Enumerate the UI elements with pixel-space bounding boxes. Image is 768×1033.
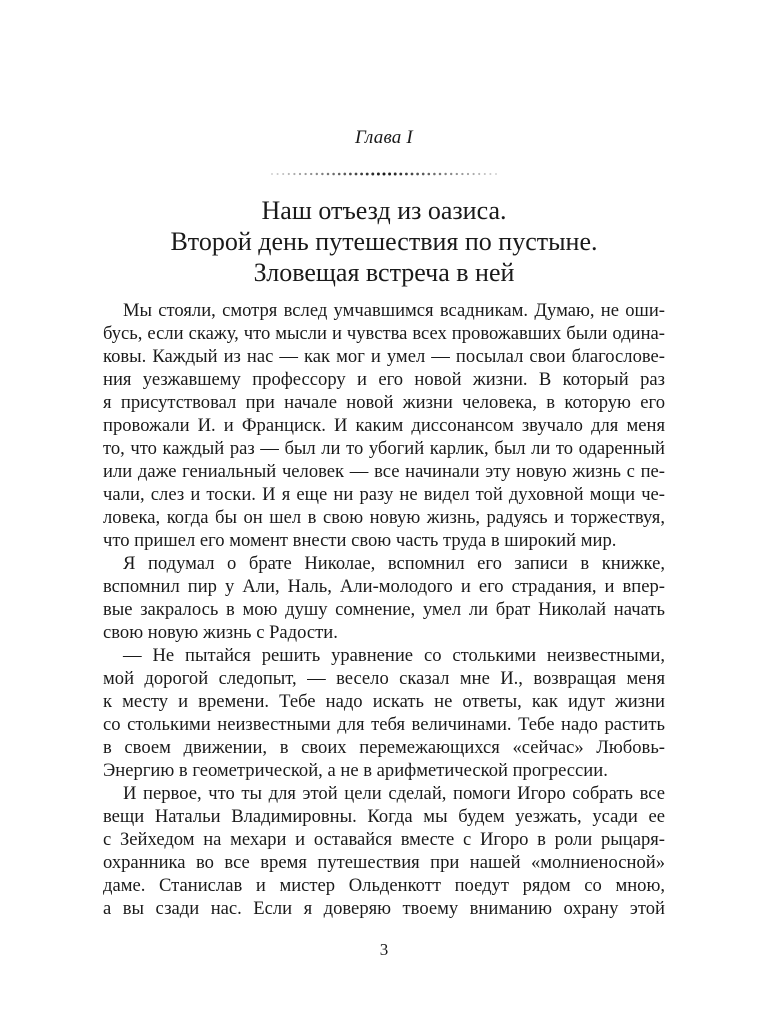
text-line: чали, слез и тоски. И я еще ни разу не видел той духовной мощи че- <box>103 484 665 505</box>
ornament-dot <box>293 173 295 175</box>
text-line: ния уезжавшему профессору и его новой жизни. В который раз <box>103 369 665 390</box>
ornament-dot <box>332 173 335 176</box>
ornament-dot <box>271 173 273 175</box>
text-line: Энергию в геометрической, а не в арифметической прогрессии. <box>103 760 608 781</box>
ornament-dot <box>360 173 363 176</box>
ornament-dot <box>478 173 480 175</box>
ornament-dot <box>343 173 346 176</box>
text-line: свою новую жизнь с Радости. <box>103 622 338 643</box>
chapter-title <box>0 195 768 288</box>
page-number: 3 <box>379 940 389 959</box>
ornament-dot <box>484 173 486 175</box>
text-line: бусь, если скажу, что мысли и чувства всех провожавших были одина- <box>103 323 665 344</box>
text-line: а вы сзади нас. Если я доверяю твоему вниманию охрану этой <box>103 898 665 919</box>
text-line: И первое, что ты для этой цели сделай, помоги Игоро собрать все <box>123 783 665 804</box>
ornament-divider <box>0 168 768 180</box>
ornament-dot <box>355 173 358 176</box>
body-text <box>103 299 665 920</box>
text-line: вспомнил пир у Али, Наль, Али-молодого и его страдания, и впер- <box>103 576 665 597</box>
text-line: вые закралось в мою душу сомнение, умел ли брат Николай начать <box>103 599 665 620</box>
chapter-title-line: Наш отъезд из оазиса. <box>261 196 507 225</box>
ornament-dot <box>377 173 380 176</box>
ornament-dot <box>433 173 436 176</box>
text-line: что пришел его момент внести свою часть труда в широкий мир. <box>103 530 617 551</box>
text-line: даме. Станислав и мистер Ольденкотт поедут рядом со мною, <box>103 875 665 896</box>
ornament-dot <box>428 173 431 176</box>
ornament-dot <box>422 173 425 176</box>
ornament-dot <box>439 173 442 176</box>
text-line: Я подумал о брате Николае, вспомнил его записи в книжке, <box>123 553 665 574</box>
chapter-title-line: Зловещая встреча в ней <box>253 258 515 287</box>
text-line: — Не пытайся решить уравнение со столькими неизвестными, <box>123 645 665 666</box>
ornament-dot <box>338 173 341 176</box>
ornament-dot <box>461 173 463 175</box>
text-line: вещи Натальи Владимировны. Когда мы будем уезжать, усади ее <box>103 806 665 827</box>
ornament-dot <box>405 173 408 176</box>
text-line: мой дорогой следопыт, — весело сказал мне И., возвращая меня <box>103 668 665 689</box>
ornament-dot <box>399 173 402 176</box>
ornament-dot <box>321 173 323 175</box>
text-line: или даже гениальный человек — все начинали эту новую жизнь с пе- <box>103 461 665 482</box>
text-line: со столькими неизвестными для тебя величинами. Тебе надо растить <box>103 714 665 735</box>
ornament-dot <box>467 173 469 175</box>
ornament-dot <box>495 173 497 175</box>
ornament-dot <box>450 173 452 175</box>
ornament-dot <box>366 173 369 176</box>
ornament-dot <box>349 173 352 176</box>
text-line: то, что каждый раз — был ли то убогий карлик, был ли то одаренный <box>103 438 665 459</box>
ornament-dot <box>489 173 491 175</box>
ornament-dot <box>383 173 386 176</box>
ornament-dot <box>327 173 330 176</box>
ornament-dot <box>444 173 446 175</box>
ornament-dot <box>473 173 475 175</box>
text-line: в своем движении, в своих перемежающихся «сейчас» Любовь- <box>103 737 665 758</box>
text-line: с Зейхедом на мехари и оставайся вместе с Игоро в роли рыцаря- <box>103 829 665 850</box>
text-line: провожали И. и Франциск. И каким диссонансом звучало для меня <box>103 415 665 436</box>
ornament-dot <box>394 173 397 176</box>
ornament-dot <box>411 173 414 176</box>
ornament-dot <box>416 173 419 176</box>
text-line: ловека, когда бы он шел в свою новую жизнь, радуясь и торжествуя, <box>103 507 665 528</box>
ornament-dot <box>388 173 391 176</box>
text-line: к месту и времени. Тебе надо искать не ответы, как идут жизни <box>103 691 665 712</box>
text-line: ковы. Каждый из нас — как мог и умел — посылал свои благослове- <box>103 346 665 367</box>
ornament-dot <box>282 173 284 175</box>
ornament-dot <box>304 173 306 175</box>
text-line: Мы стояли, смотря вслед умчавшимся всадникам. Думаю, не оши- <box>123 300 665 321</box>
ornament-dot <box>371 173 374 176</box>
ornament-dot <box>277 173 279 175</box>
text-line: охранника во все время путешествия при нашей «молниеносной» <box>103 852 665 873</box>
ornament-dot <box>316 173 318 175</box>
ornament-dot <box>299 173 301 175</box>
ornament-dot <box>288 173 290 175</box>
chapter-label: Глава I <box>355 127 413 148</box>
text-line: я присутствовал при начале новой жизни человека, в которую его <box>103 392 665 413</box>
ornament-dot <box>310 173 312 175</box>
chapter-title-line: Второй день путешествия по пустыне. <box>170 227 598 256</box>
ornament-dot <box>456 173 458 175</box>
